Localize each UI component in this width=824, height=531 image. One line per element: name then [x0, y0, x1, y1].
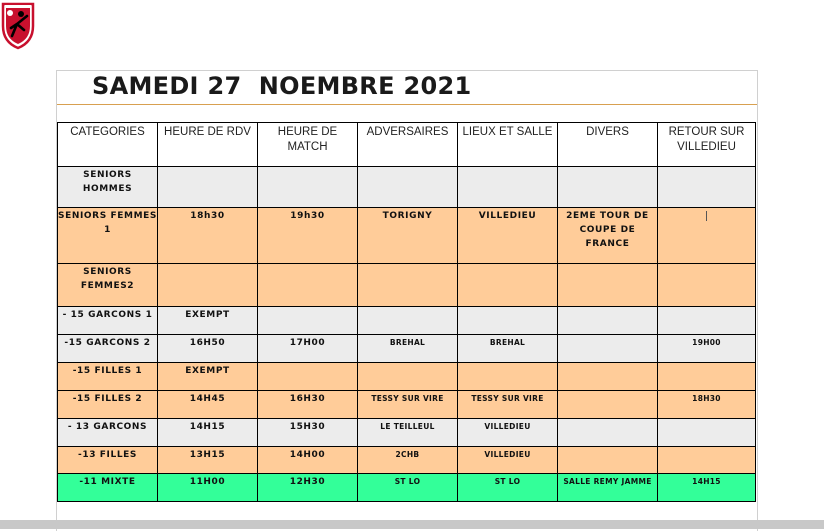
cell-category: - 15 GARCONS 1 [58, 307, 158, 335]
cell-return [658, 363, 756, 391]
table-row [58, 474, 756, 502]
cell-venue: VILLEDIEU [458, 447, 558, 474]
cell-return: 19H00 [658, 335, 756, 363]
cell-category: -11 MIXTE [58, 474, 158, 502]
cell-rdv-time: 16H50 [158, 335, 258, 363]
header-return: RETOUR SUR VILLEDIEU [658, 123, 756, 167]
cell-return: 14H15 [658, 474, 756, 502]
cell-opponent [358, 307, 458, 335]
cell-match-time: 19h30 [258, 208, 358, 264]
cell-category: SENIORS FEMMES2 [58, 264, 158, 307]
cell-venue: VILLEDIEU [458, 208, 558, 264]
cell-match-time: 12H30 [258, 474, 358, 502]
cell-return [658, 307, 756, 335]
cell-misc: 2EME TOUR DE COUPE DE FRANCE [558, 208, 658, 264]
table-row [58, 208, 756, 264]
text-cursor [706, 211, 707, 221]
cell-rdv-time: EXEMPT [158, 363, 258, 391]
cell-opponent [358, 167, 458, 208]
cell-return [658, 167, 756, 208]
table-row [58, 307, 756, 335]
table-row [58, 419, 756, 447]
cell-match-time: 17H00 [258, 335, 358, 363]
cell-venue: BREHAL [458, 335, 558, 363]
cell-opponent: BREHAL [358, 335, 458, 363]
cell-misc [558, 363, 658, 391]
cell-rdv-time: 18h30 [158, 208, 258, 264]
cell-venue [458, 167, 558, 208]
cell-venue [458, 264, 558, 307]
schedule-table [57, 122, 756, 502]
cell-category: SENIORS FEMMES 1 [58, 208, 158, 264]
cell-return [658, 264, 756, 307]
cell-misc [558, 264, 658, 307]
cell-opponent: 2CHB [358, 447, 458, 474]
horizontal-scrollbar[interactable] [0, 520, 824, 529]
cell-return [658, 419, 756, 447]
title-divider [57, 104, 757, 105]
cell-venue [458, 363, 558, 391]
cell-category: SENIORS HOMMES [58, 167, 158, 208]
cell-rdv-time: 14H45 [158, 391, 258, 419]
cell-return [658, 447, 756, 474]
page-title: SAMEDI 27 NOEMBRE 2021 [92, 72, 472, 100]
cell-match-time: 14H00 [258, 447, 358, 474]
cell-venue [458, 307, 558, 335]
cell-misc [558, 391, 658, 419]
cell-rdv-time: EXEMPT [158, 307, 258, 335]
cell-match-time [258, 363, 358, 391]
table-row [58, 335, 756, 363]
table-row [58, 167, 756, 208]
club-logo [0, 0, 36, 50]
header-rdv-time: HEURE DE RDV [158, 123, 258, 167]
cell-misc [558, 167, 658, 208]
header-row [58, 123, 756, 167]
table-row [58, 363, 756, 391]
cell-match-time [258, 307, 358, 335]
cell-misc: SALLE REMY JAMME [558, 474, 658, 502]
cell-category: -15 FILLES 2 [58, 391, 158, 419]
cell-venue: TESSY SUR VIRE [458, 391, 558, 419]
cell-opponent: LE TEILLEUL [358, 419, 458, 447]
header-opponents: ADVERSAIRES [358, 123, 458, 167]
header-categories: CATEGORIES [58, 123, 158, 167]
cell-opponent [358, 264, 458, 307]
cell-match-time [258, 264, 358, 307]
table-row [58, 447, 756, 474]
cell-return: 18H30 [658, 391, 756, 419]
cell-match-time: 15H30 [258, 419, 358, 447]
cell-category: -15 FILLES 1 [58, 363, 158, 391]
cell-match-time: 16H30 [258, 391, 358, 419]
cell-category: -13 FILLES [58, 447, 158, 474]
cell-venue: ST LO [458, 474, 558, 502]
cell-category: -15 GARCONS 2 [58, 335, 158, 363]
cell-misc [558, 447, 658, 474]
cell-opponent: TORIGNY [358, 208, 458, 264]
cell-category: - 13 GARCONS [58, 419, 158, 447]
header-misc: DIVERS [558, 123, 658, 167]
table-row [58, 391, 756, 419]
cell-opponent [358, 363, 458, 391]
cell-return [658, 208, 756, 264]
cell-rdv-time: 13H15 [158, 447, 258, 474]
cell-misc [558, 419, 658, 447]
cell-match-time [258, 167, 358, 208]
cell-opponent: TESSY SUR VIRE [358, 391, 458, 419]
cell-opponent: ST LO [358, 474, 458, 502]
header-venue: LIEUX ET SALLE [458, 123, 558, 167]
cell-misc [558, 335, 658, 363]
cell-rdv-time: 14H15 [158, 419, 258, 447]
table-row [58, 264, 756, 307]
cell-misc [558, 307, 658, 335]
cell-rdv-time [158, 264, 258, 307]
cell-rdv-time: 11H00 [158, 474, 258, 502]
header-match-time: HEURE DE MATCH [258, 123, 358, 167]
schedule-sheet [56, 70, 758, 531]
cell-venue: VILLEDIEU [458, 419, 558, 447]
cell-rdv-time [158, 167, 258, 208]
